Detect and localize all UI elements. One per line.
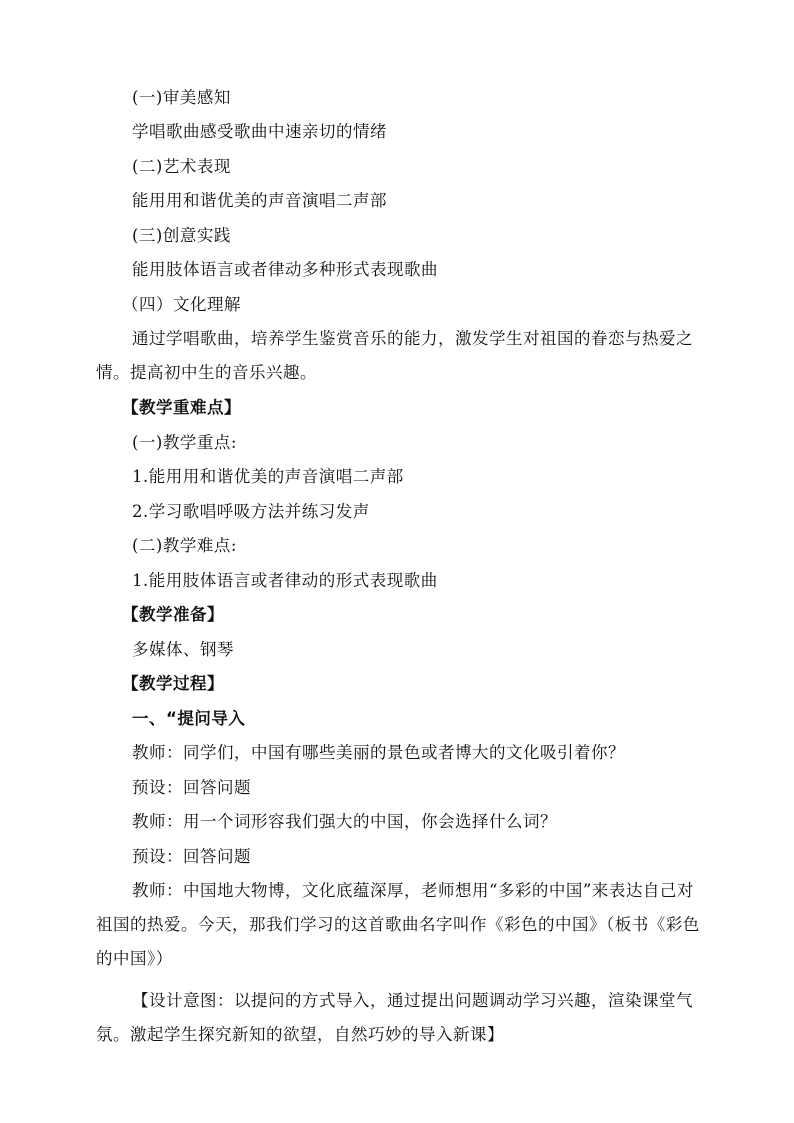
teacher-question-2: 教师：用一个词形容我们强大的中国，你会选择什么词？ bbox=[132, 812, 557, 831]
key-point-1: 1.能用用和谐优美的声音演唱二声部 bbox=[132, 467, 404, 486]
teacher-introduction-paragraph: 教师：中国地大物博，文化底蕴深厚，老师想用“多彩的中国”来表达自己对祖国的热爱。今天，那我们学习的这首歌曲名字叫作《彩色的中国》（板书《彩色的中国》） bbox=[96, 881, 700, 968]
expected-answer-1: 预设：回答问题 bbox=[132, 778, 251, 797]
section-cultural-understanding: （四）文化理解 bbox=[122, 295, 241, 314]
cultural-understanding-paragraph: 通过学唱歌曲，培养学生鉴赏音乐的能力，激发学生对祖国的眷恋与热爱之情。提高初中生的音乐兴趣。 bbox=[96, 329, 693, 382]
key-point-2: 2.学习歌唱呼吸方法并练习发声 bbox=[132, 502, 370, 521]
difficulty-1: 1.能用肢体语言或者律动的形式表现歌曲 bbox=[132, 571, 438, 590]
difficulties-subheading: (二)教学难点: bbox=[132, 536, 237, 555]
aesthetic-perception-text: 学唱歌曲感受歌曲中速亲切的情绪 bbox=[132, 122, 387, 141]
section-artistic-expression: (二)艺术表现 bbox=[132, 157, 231, 176]
step-1-heading: 一、“提问导入 bbox=[132, 709, 246, 728]
heading-process: 【教学过程】 bbox=[122, 674, 224, 693]
heading-preparation: 【教学准备】 bbox=[122, 605, 224, 624]
heading-key-points: 【教学重难点】 bbox=[122, 398, 241, 417]
creative-practice-text: 能用肢体语言或者律动多种形式表现歌曲 bbox=[132, 260, 438, 279]
expected-answer-2: 预设：回答问题 bbox=[132, 847, 251, 866]
artistic-expression-text: 能用用和谐优美的声音演唱二声部 bbox=[132, 191, 387, 210]
section-aesthetic-perception: (一)审美感知 bbox=[132, 88, 231, 107]
section-creative-practice: (三)创意实践 bbox=[132, 226, 231, 245]
design-intent-paragraph: 【设计意图：以提问的方式导入，通过提出问题调动学习兴趣，渲染课堂气氛。激起学生探究新知的欲望，自然巧妙的导入新课】 bbox=[96, 991, 693, 1044]
teacher-question-1: 教师：同学们，中国有哪些美丽的景色或者博大的文化吸引着你？ bbox=[132, 743, 625, 762]
key-points-subheading: (一)教学重点: bbox=[132, 433, 237, 452]
preparation-text: 多媒体、钢琴 bbox=[132, 640, 234, 659]
